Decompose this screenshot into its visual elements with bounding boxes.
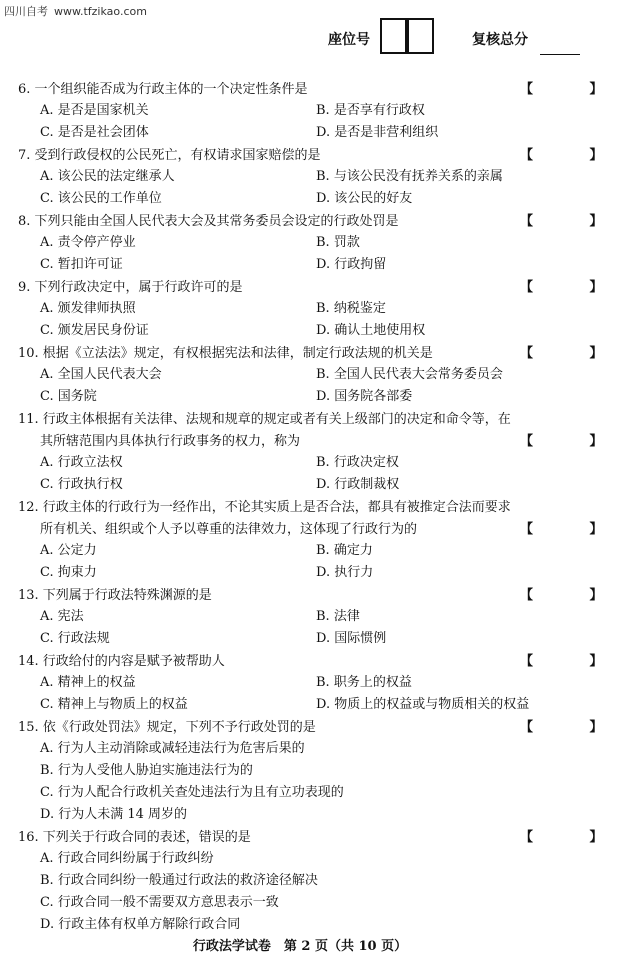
answer-option: D. 行为人未满 14 周岁的 (40, 807, 188, 822)
option-row (18, 100, 578, 122)
answer-option: B. 纳税鉴定 (316, 301, 386, 316)
answer-bracket[interactable]: 【 】 (520, 830, 629, 845)
option-row (18, 804, 578, 826)
question-stem (18, 210, 629, 232)
question-stem (18, 408, 578, 430)
answer-option: C. 暂扣许可证 (40, 257, 123, 272)
option-row (18, 672, 578, 694)
option-row (18, 254, 578, 276)
question-12 (18, 496, 629, 584)
option-row (18, 166, 578, 188)
question-stem-text: 其所辖范围内具体执行行政事务的权力，称为 (40, 434, 301, 449)
answer-option: C. 行政执行权 (40, 477, 123, 492)
question-6 (18, 78, 629, 144)
question-stem (18, 826, 629, 848)
option-row (18, 562, 578, 584)
question-stem (18, 342, 629, 364)
answer-option: A. 责令停产停业 (40, 235, 136, 250)
question-stem-text: 11. 行政主体根据有关法律、法规和规章的规定或者有关上级部门的决定和命令等，在 (18, 412, 511, 427)
option-row (18, 298, 578, 320)
option-row (18, 540, 578, 562)
option-row (18, 320, 578, 342)
answer-option: B. 行为人受他人胁迫实施违法行为的 (40, 763, 253, 778)
option-row (18, 738, 578, 760)
answer-bracket[interactable]: 【 】 (520, 588, 629, 603)
answer-option: A. 行政合同纠纷属于行政纠纷 (40, 851, 214, 866)
answer-option: B. 法律 (316, 609, 360, 624)
watermark-name: 四川自考 (4, 5, 48, 18)
answer-option: B. 行政合同纠纷一般通过行政法的救济途径解决 (40, 873, 318, 888)
question-11 (18, 408, 629, 496)
answer-option: A. 精神上的权益 (40, 675, 136, 690)
answer-option: C. 该公民的工作单位 (40, 191, 162, 206)
answer-bracket[interactable]: 【 】 (520, 434, 629, 449)
answer-option: B. 与该公民没有抚养关系的亲属 (316, 169, 503, 184)
page-footer: 行政法学试卷 第 2 页（共 10 页） (192, 939, 408, 954)
question-stem-text: 9. 下列行政决定中，属于行政许可的是 (18, 280, 243, 295)
option-row (18, 760, 578, 782)
answer-option: C. 行政合同一般不需要双方意思表示一致 (40, 895, 279, 910)
answer-option: C. 行为人配合行政机关查处违法行为且有立功表现的 (40, 785, 344, 800)
question-stem-text: 6. 一个组织能否成为行政主体的一个决定性条件是 (18, 82, 308, 97)
answer-option: B. 职务上的权益 (316, 675, 412, 690)
answer-option: D. 物质上的权益或与物质相关的权益 (316, 697, 530, 712)
answer-option: C. 颁发居民身份证 (40, 323, 149, 338)
question-stem-text: 15. 依《行政处罚法》规定，下列不予行政处罚的是 (18, 720, 316, 735)
answer-option: D. 确认土地使用权 (316, 323, 426, 338)
answer-option: A. 宪法 (40, 609, 84, 624)
question-stem (18, 584, 629, 606)
question-14 (18, 650, 629, 716)
answer-bracket[interactable]: 【 】 (520, 82, 629, 97)
answer-option: B. 是否享有行政权 (316, 103, 425, 118)
answer-option: C. 国务院 (40, 389, 97, 404)
option-row (18, 452, 578, 474)
answer-option: A. 行为人主动消除或减轻违法行为危害后果的 (40, 741, 305, 756)
question-stem (18, 78, 629, 100)
answer-option: D. 国务院各部委 (316, 389, 413, 404)
review-total-blank (540, 54, 580, 55)
question-stem (18, 716, 629, 738)
option-row (18, 386, 578, 408)
question-10 (18, 342, 629, 408)
option-row (18, 892, 578, 914)
question-stem (18, 144, 629, 166)
answer-option: C. 行政法规 (40, 631, 110, 646)
answer-option: D. 行政制裁权 (316, 477, 400, 492)
answer-option: B. 罚款 (316, 235, 360, 250)
seat-number-box-2 (407, 18, 434, 54)
question-stem-text: 16. 下列关于行政合同的表述，错误的是 (18, 830, 251, 845)
answer-option: D. 行政主体有权单方解除行政合同 (40, 917, 241, 932)
answer-option: A. 全国人民代表大会 (40, 367, 162, 382)
question-stem-text: 12. 行政主体的行政行为一经作出，不论其实质上是否合法，都具有被推定合法而要求 (18, 500, 511, 515)
question-15 (18, 716, 629, 826)
answer-option: B. 全国人民代表大会常务委员会 (316, 367, 503, 382)
answer-option: A. 颁发律师执照 (40, 301, 136, 316)
option-row (18, 694, 578, 716)
option-row (18, 628, 578, 650)
question-8 (18, 210, 629, 276)
option-row (18, 782, 578, 804)
answer-option: D. 该公民的好友 (316, 191, 413, 206)
answer-option: D. 执行力 (316, 565, 374, 580)
question-13 (18, 584, 629, 650)
question-stem (18, 430, 629, 452)
option-row (18, 122, 578, 144)
option-row (18, 474, 578, 496)
answer-option: C. 拘束力 (40, 565, 97, 580)
question-stem-text: 7. 受到行政侵权的公民死亡，有权请求国家赔偿的是 (18, 148, 321, 163)
option-row (18, 914, 578, 936)
option-row (18, 188, 578, 210)
answer-option: A. 公定力 (40, 543, 97, 558)
answer-bracket[interactable]: 【 】 (520, 148, 629, 163)
question-stem-text: 13. 下列属于行政法特殊渊源的是 (18, 588, 212, 603)
answer-bracket[interactable]: 【 】 (520, 654, 629, 669)
question-stem (18, 518, 629, 540)
answer-bracket[interactable]: 【 】 (520, 522, 629, 537)
answer-bracket[interactable]: 【 】 (520, 214, 629, 229)
question-stem (18, 496, 578, 518)
question-stem-text: 8. 下列只能由全国人民代表大会及其常务委员会设定的行政处罚是 (18, 214, 399, 229)
question-stem-text: 所有机关、组织或个人予以尊重的法律效力，这体现了行政行为的 (40, 522, 418, 537)
site-watermark (4, 3, 147, 19)
question-stem-text: 14. 行政给付的内容是赋予被帮助人 (18, 654, 225, 669)
answer-option: C. 精神上与物质上的权益 (40, 697, 188, 712)
option-row (18, 232, 578, 254)
answer-option: D. 是否是非营利组织 (316, 125, 439, 140)
question-stem-text: 10. 根据《立法法》规定，有权根据宪法和法律，制定行政法规的机关是 (18, 346, 433, 361)
option-row (18, 870, 578, 892)
answer-bracket[interactable]: 【 】 (520, 720, 629, 735)
question-9 (18, 276, 629, 342)
answer-option: C. 是否是社会团体 (40, 125, 149, 140)
question-stem (18, 276, 629, 298)
answer-option: B. 行政决定权 (316, 455, 399, 470)
answer-option: D. 行政拘留 (316, 257, 387, 272)
question-16 (18, 826, 629, 936)
answer-option: D. 国际惯例 (316, 631, 387, 646)
watermark-url: www.tfzikao.com (54, 5, 147, 18)
answer-option: A. 该公民的法定继承人 (40, 169, 175, 184)
answer-bracket[interactable]: 【 】 (520, 280, 629, 295)
option-row (18, 364, 578, 386)
option-row (18, 848, 578, 870)
seat-number-label: 座位号 (328, 32, 370, 48)
answer-bracket[interactable]: 【 】 (520, 346, 629, 361)
seat-number-box-1 (380, 18, 407, 54)
question-7 (18, 144, 629, 210)
answer-option: B. 确定力 (316, 543, 373, 558)
question-stem (18, 650, 629, 672)
review-total-label: 复核总分 (472, 32, 528, 48)
option-row (18, 606, 578, 628)
answer-option: A. 是否是国家机关 (40, 103, 149, 118)
answer-option: A. 行政立法权 (40, 455, 123, 470)
